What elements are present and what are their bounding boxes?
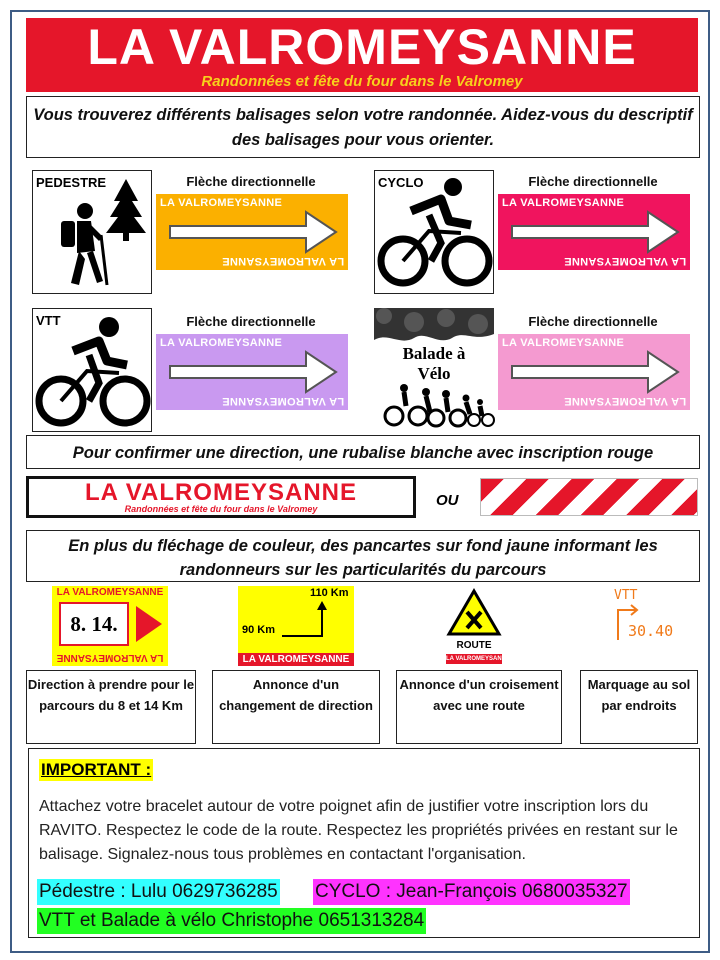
- arrow-text: LA VALROMEYSANNE: [160, 197, 283, 209]
- caption-ground: Marquage au sol par endroits: [580, 670, 698, 744]
- vtt-arrow-label: Flèche directionnelle: [186, 314, 316, 329]
- sign-top-text: LA VALROMEYSANNE: [56, 587, 164, 598]
- rubalise-sign: [26, 476, 416, 518]
- cyclo-arrow-sign: [498, 194, 690, 270]
- arrow-text: LA VALROMEYSANNE: [502, 197, 625, 209]
- vtt-arrow-sign: [156, 334, 348, 410]
- header-title: LA VALROMEYSANNE: [87, 19, 637, 75]
- header-banner: [26, 18, 698, 92]
- sign-crossing-road: [446, 588, 511, 666]
- sign-direction-8-14: [52, 586, 168, 666]
- arrow-text-inverted: LA VALROMEYSANNE: [221, 255, 344, 267]
- sign-km-110: 110 Km: [310, 587, 349, 599]
- pedestre-label: PEDESTRE: [36, 175, 107, 190]
- pedestre-arrow-sign: [156, 194, 348, 270]
- contact-vtt: VTT et Balade à vélo Christophe 0651313284: [37, 908, 426, 934]
- ground-km-text: 30.40: [628, 622, 674, 640]
- ground-marking: [610, 588, 690, 648]
- caption-direction: Direction à prendre pour le parcours du 8 et 14 Km: [26, 670, 196, 744]
- contact-pedestre: Pédestre : Lulu 0629736285: [37, 879, 280, 905]
- cyclo-label: CYCLO: [378, 175, 424, 190]
- balade-icon-box: [374, 308, 494, 432]
- important-panel: [28, 748, 700, 938]
- sign-km-90: 90 Km: [242, 624, 276, 636]
- striped-tape: [480, 478, 698, 516]
- important-text: Attachez votre bracelet autour de votre poignet afin de justifier votre inscription lors du RAVITO. Respectez le code de la route. Respectez les propriétés privées en restant sur le balisage. Signalez-nous tous problèmes en contactant l'organisation.: [39, 798, 678, 863]
- sign-bottom-band: LA VALROMEYSANNE: [238, 653, 354, 666]
- important-title: IMPORTANT :: [41, 760, 152, 779]
- sign-bottom-band: LA VALROMEYSANNE: [446, 656, 511, 662]
- caption-change: Annonce d'un changement de direction: [212, 670, 380, 744]
- pancartes-text: En plus du fléchage de couleur, des pancartes sur fond jaune informant les randonneurs sur les particularités du parcours: [26, 530, 700, 582]
- sign-change-direction: [238, 586, 354, 666]
- rubalise-subtitle: Randonnées et fête du four dans le Valromey: [124, 504, 318, 514]
- sign-bottom-text: LA VALROMEYSANNE: [56, 652, 164, 663]
- vtt-icon-box: [32, 308, 152, 432]
- vtt-label: VTT: [36, 313, 61, 328]
- arrow-text-inverted: LA VALROMEYSANNE: [563, 395, 686, 407]
- pedestre-icon-box: [32, 170, 152, 294]
- balade-title: Balade à Vélo: [402, 344, 466, 383]
- arrow-text: LA VALROMEYSANNE: [502, 337, 625, 349]
- arrow-text-inverted: LA VALROMEYSANNE: [563, 255, 686, 267]
- ground-vtt-text: VTT: [614, 588, 638, 603]
- sign-route-word: ROUTE: [456, 640, 492, 651]
- triangle-right-icon: [134, 604, 164, 644]
- pedestre-arrow-label: Flèche directionnelle: [186, 174, 316, 189]
- cyclo-icon-box: [374, 170, 494, 294]
- header-subtitle: Randonnées et fête du four dans le Valromey: [201, 73, 523, 90]
- crossing-warning-icon: [446, 588, 502, 638]
- intro-text: Vous trouverez différents balisages selon votre randonnée. Aidez-vous du descriptif des balisages pour vous orienter.: [26, 96, 700, 158]
- sign-value: 8. 14.: [59, 602, 129, 646]
- contact-cyclo: CYCLO : Jean-François 0680035327: [313, 879, 630, 905]
- arrow-text-inverted: LA VALROMEYSANNE: [221, 395, 344, 407]
- rubalise-title: LA VALROMEYSANNE: [84, 479, 357, 506]
- confirm-text: Pour confirmer une direction, une rubalise blanche avec inscription rouge: [26, 435, 700, 469]
- balade-arrow-label: Flèche directionnelle: [528, 314, 658, 329]
- cyclo-arrow-label: Flèche directionnelle: [528, 174, 658, 189]
- caption-crossing: Annonce d'un croisement avec une route: [396, 670, 562, 744]
- balade-arrow-sign: [498, 334, 690, 410]
- ou-label: OU: [436, 492, 459, 509]
- arrow-text: LA VALROMEYSANNE: [160, 337, 283, 349]
